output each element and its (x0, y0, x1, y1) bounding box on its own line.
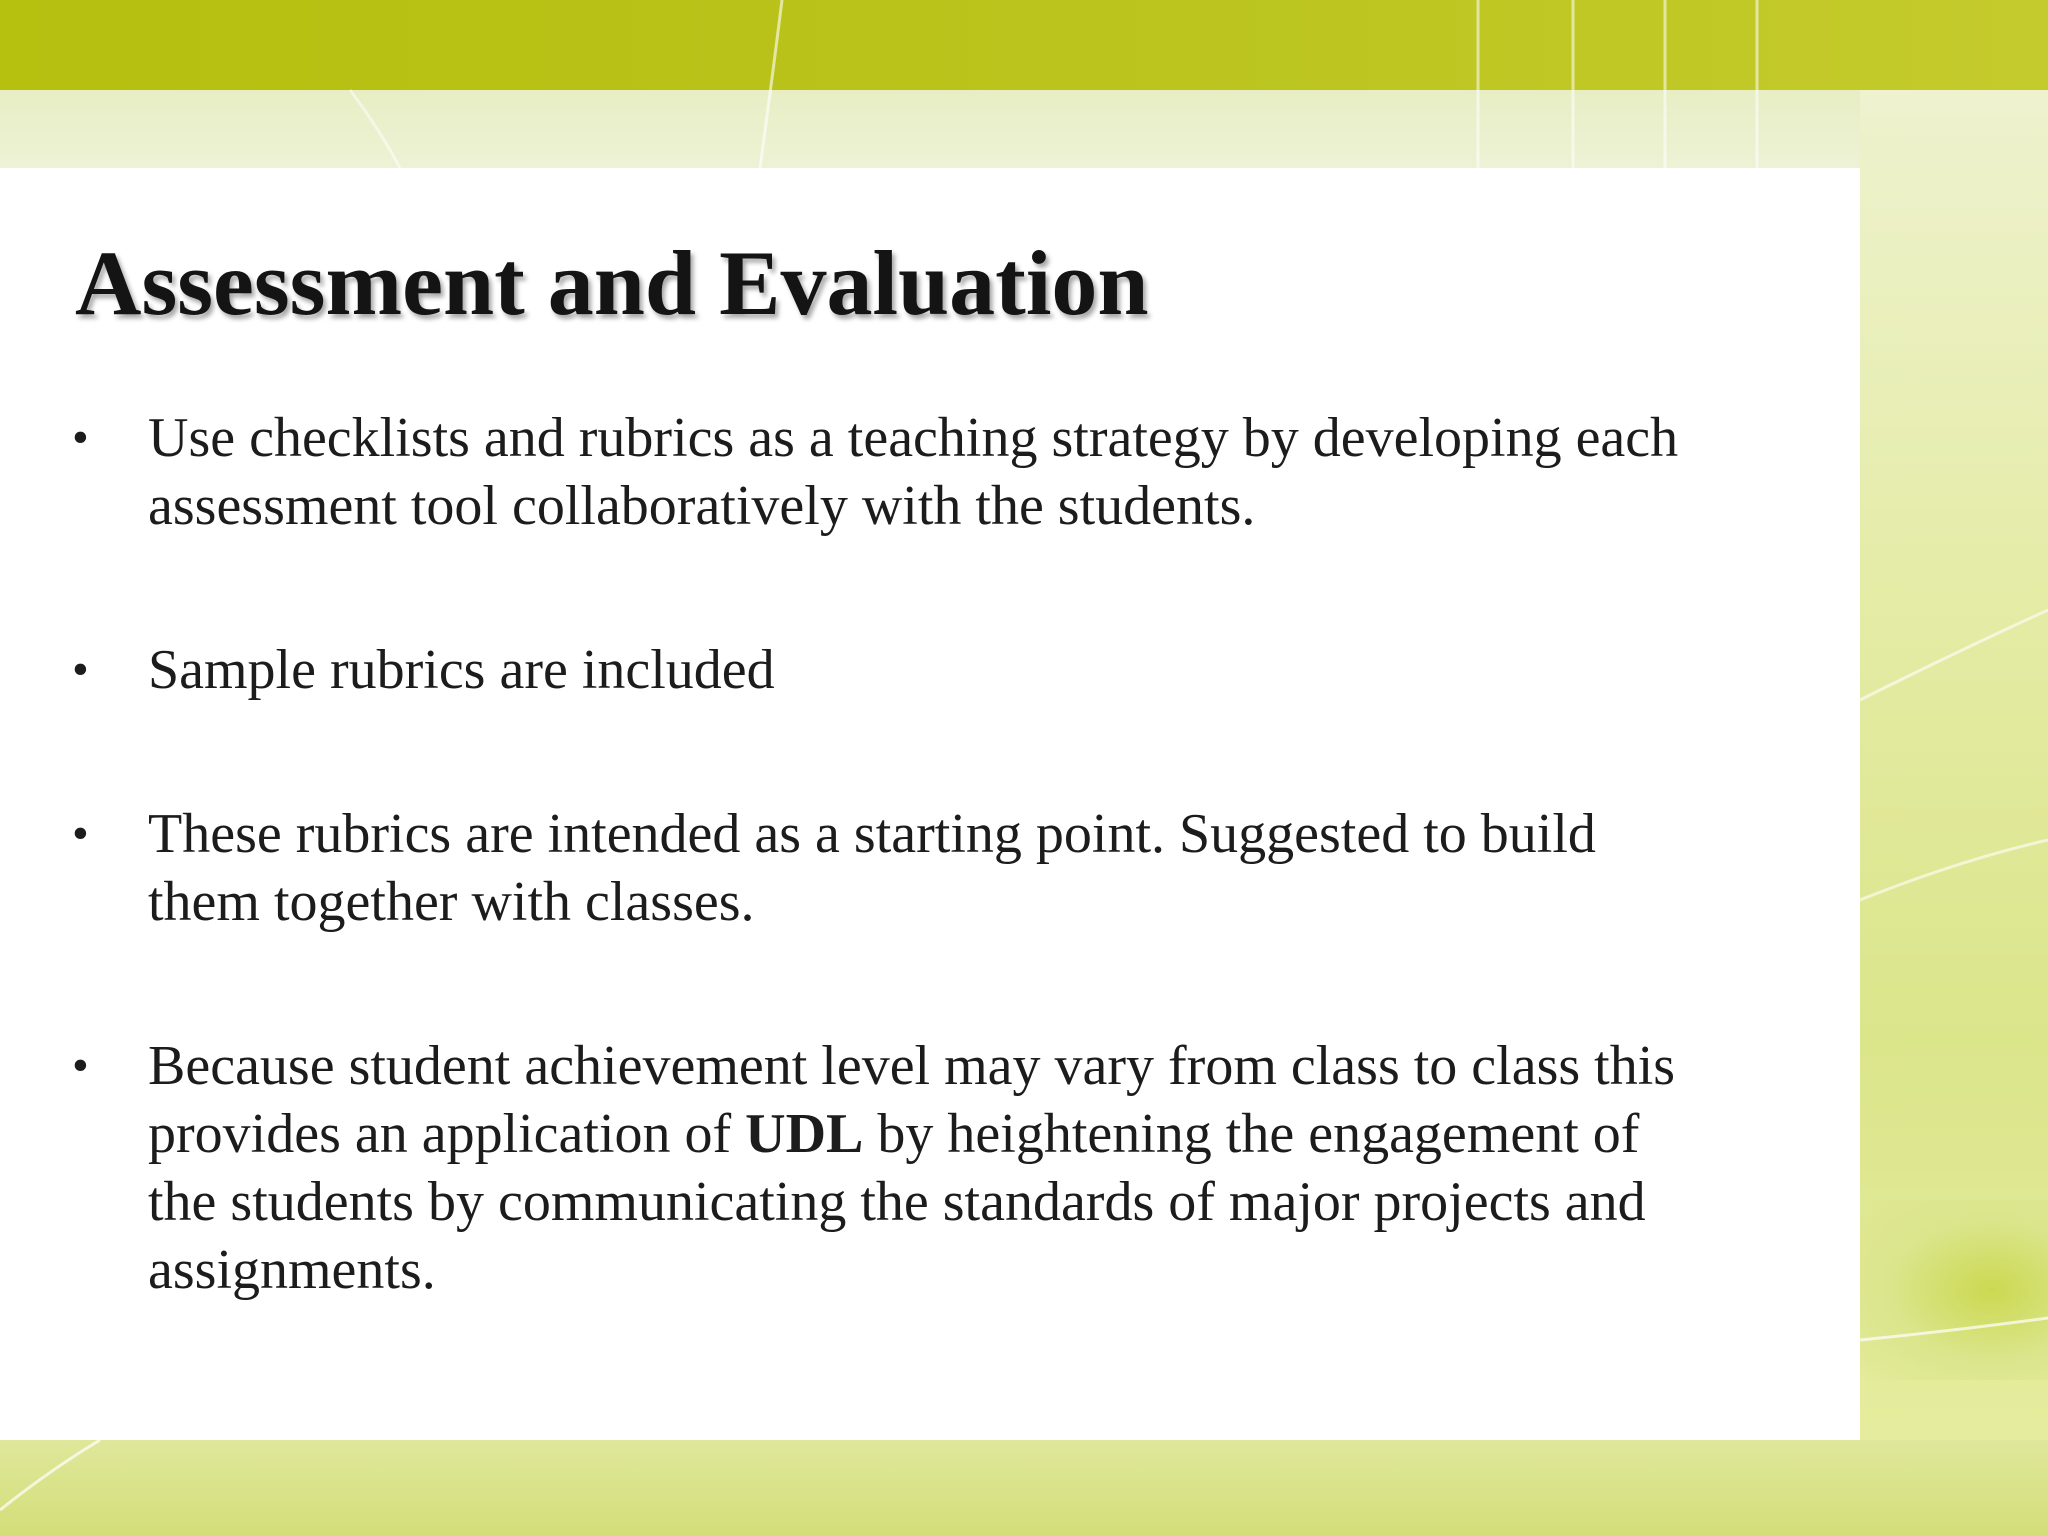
bullet-marker: • (72, 411, 89, 464)
bullet-item (0, 404, 1718, 540)
udl-text-before: Because student achievement level may vary from class to class this provides an application of (148, 1035, 1676, 1165)
udl-keyword: UDL (745, 1103, 864, 1165)
bullet-text-checklists: Use checklists and rubrics as a teaching strategy by developing each assessment tool collaboratively with the students. (148, 407, 1679, 537)
deco-arc-right-2 (1860, 840, 2048, 900)
bullet-item (0, 800, 1718, 936)
deco-curve-top (760, 0, 782, 168)
bullet-marker: • (72, 1039, 89, 1092)
deco-arc-right-1 (1860, 610, 2048, 700)
bullet-item (0, 1032, 1718, 1304)
bullet-marker: • (72, 643, 89, 696)
slide-title: Assessment and Evaluation (75, 232, 1149, 334)
udl-text-after: by heightening the engagement of the students by communicating the standards of major projects and assignments. (148, 1103, 1646, 1301)
bullet-marker: • (72, 807, 89, 860)
bullet-item (0, 636, 1718, 704)
bullet-text-udl (148, 1035, 1675, 1301)
bullet-text-starting-point: These rubrics are intended as a starting point. Suggested to build them together with classes. (148, 803, 1596, 933)
deco-arc-bottom-left (0, 1440, 100, 1510)
deco-arc-right-3 (1860, 1318, 2048, 1340)
bullet-text-sample-rubrics: Sample rubrics are included (148, 639, 775, 701)
bullet-list (0, 404, 1860, 1304)
deco-curve-top-left (350, 90, 400, 168)
